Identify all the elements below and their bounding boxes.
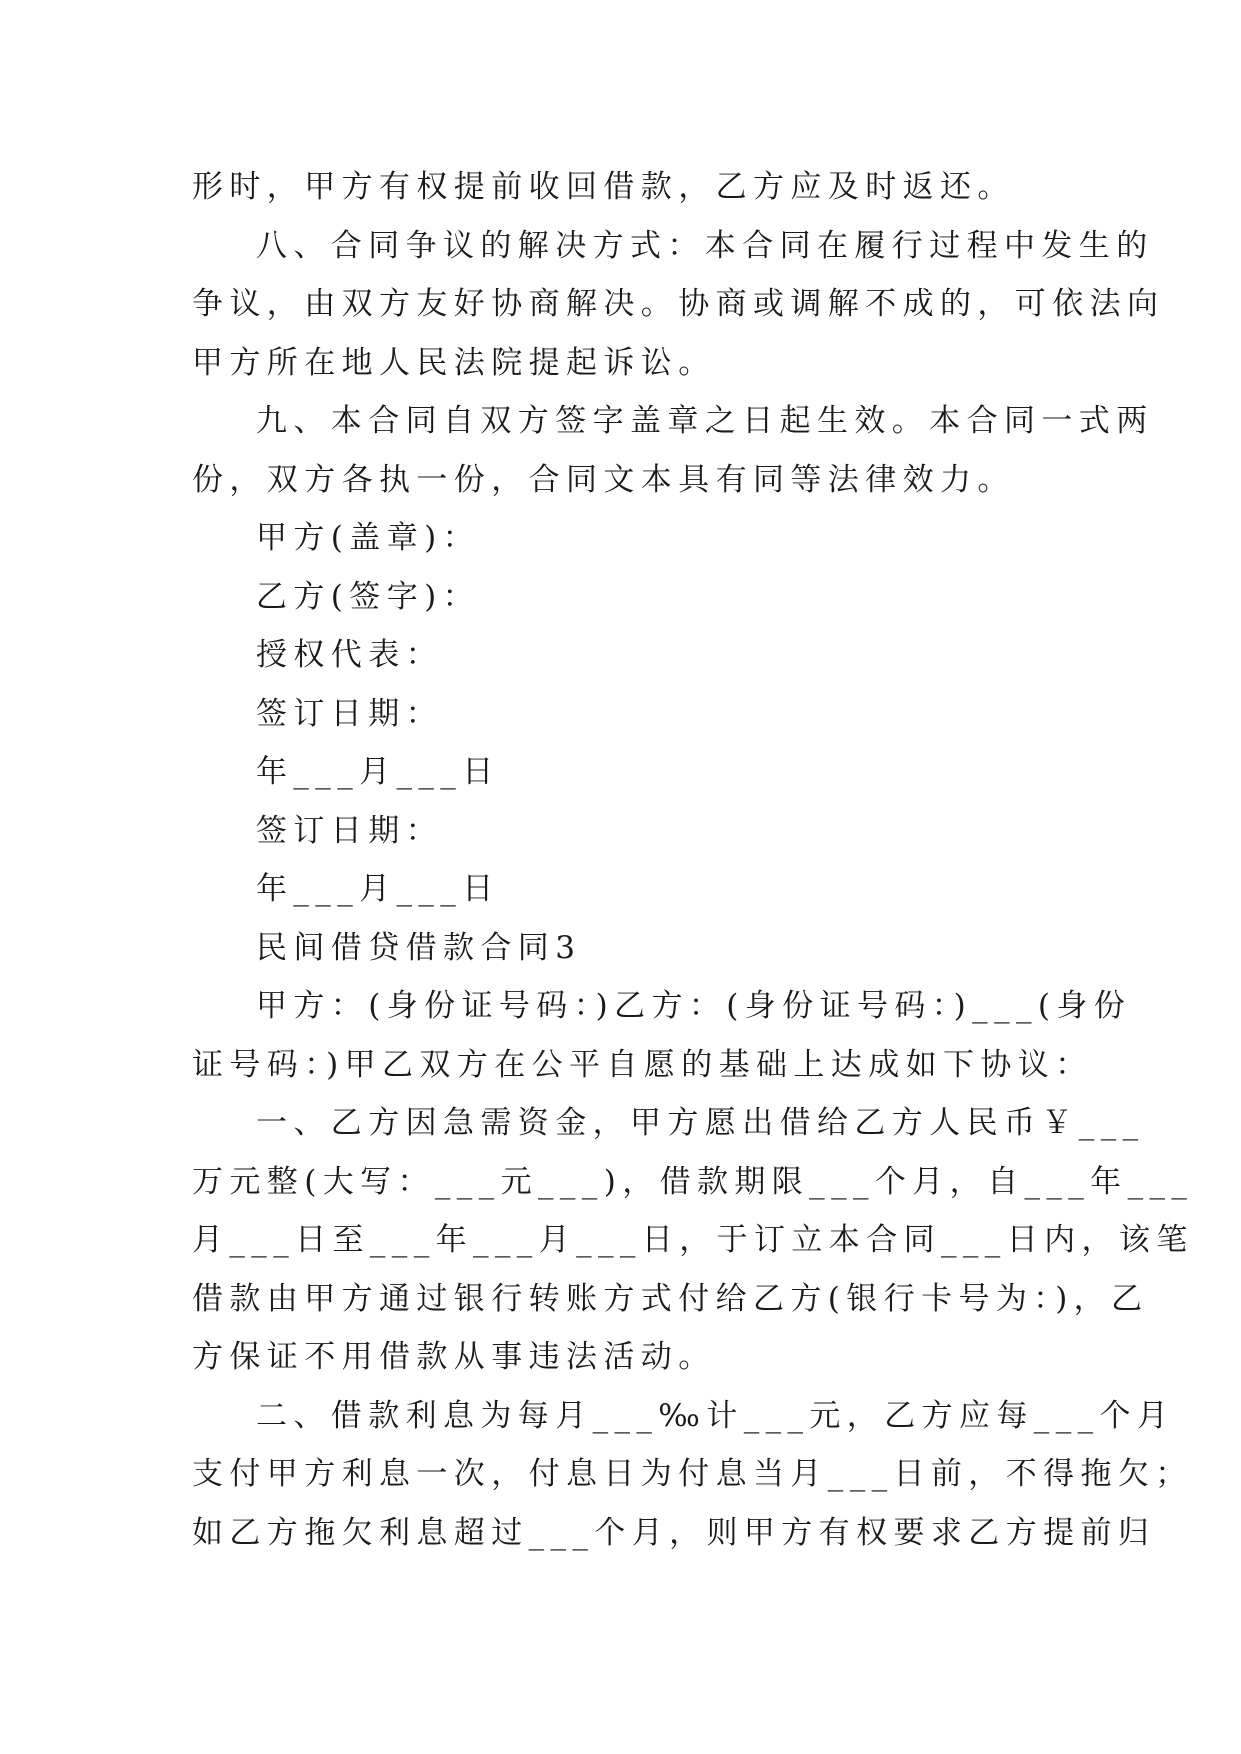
text-line: 月___日至___年___月___日，于订立本合同___日内，该笔	[192, 1222, 1194, 1258]
party-a-seal-label: 甲方(盖章)：	[256, 520, 480, 556]
text-line: 借款由甲方通过银行转账方式付给乙方(银行卡号为：)，乙	[192, 1280, 1149, 1317]
text-line: 争议，由双方友好协商解决。协商或调解不成的，可依法向	[192, 286, 1165, 322]
date-blank-line: 年___月___日	[256, 754, 500, 790]
contract-title: 民间借贷借款合同3	[256, 929, 582, 966]
authorized-representative-label: 授权代表：	[256, 637, 443, 673]
text-line: 万元整(大写：___元___)，借款期限___个月，自___年___	[192, 1163, 1194, 1200]
parties-line: 甲方：(身份证号码：)乙方：(身份证号码：)___(身份	[256, 988, 1132, 1024]
document-body	[192, 158, 1194, 1562]
party-b-signature-label: 乙方(签字)：	[256, 578, 480, 615]
text-line: 支付甲方利息一次，付息日为付息当月___日前，不得拖欠；	[192, 1456, 1193, 1492]
text-line: 如乙方拖欠利息超过___个月，则甲方有权要求乙方提前归	[192, 1514, 1156, 1551]
text-line: 形时，甲方有权提前收回借款，乙方应及时返还。	[192, 169, 1015, 205]
section-8-heading-line: 八、合同争议的解决方式：本合同在履行过程中发生的	[256, 227, 1154, 264]
date-blank-line: 年___月___日	[256, 871, 500, 907]
signing-date-label: 签订日期：	[256, 812, 443, 849]
clause-1-heading-line: 一、乙方因急需资金，甲方愿出借给乙方人民币￥___	[256, 1105, 1145, 1141]
clause-2-heading-line: 二、借款利息为每月___‰计___元，乙方应每___个月	[256, 1397, 1175, 1434]
signing-date-label: 签订日期：	[256, 695, 443, 732]
text-line: 甲方所在地人民法院提起诉讼。	[192, 344, 716, 381]
text-line: 份，双方各执一份，合同文本具有同等法律效力。	[192, 461, 1015, 498]
text-line: 方保证不用借款从事违法活动。	[192, 1339, 716, 1375]
text-line: 证号码：)甲乙双方在公平自愿的基础上达成如下协议：	[192, 1046, 1093, 1083]
section-9-heading-line: 九、本合同自双方签字盖章之日起生效。本合同一式两	[256, 403, 1154, 439]
